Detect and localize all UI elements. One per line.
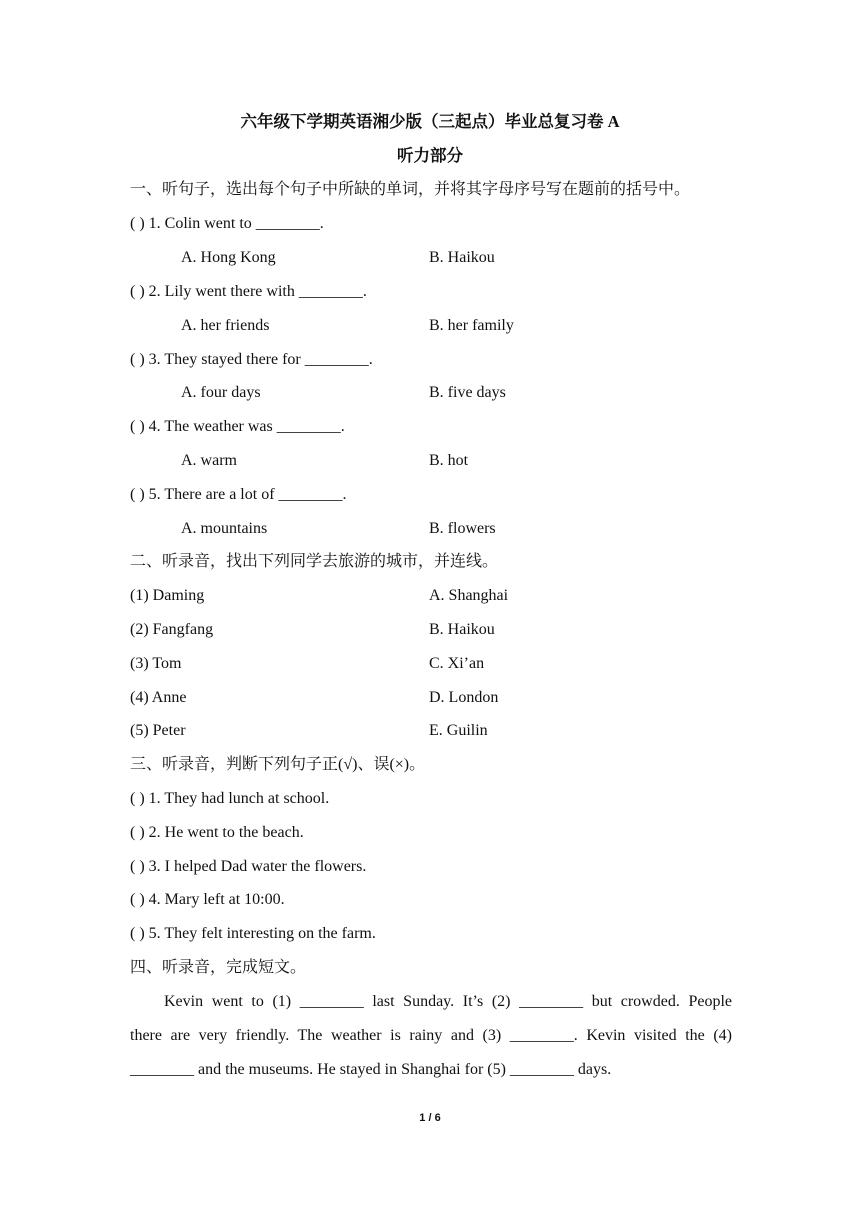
part1-q3-option-a: A. four days	[181, 384, 261, 401]
part1-q5-option-b: B. flowers	[429, 520, 496, 537]
section-subtitle: 听力部分	[397, 146, 463, 165]
part4-heading: 四、听录音，完成短文。	[130, 959, 307, 976]
part3-item-3: ( ) 3. I helped Dad water the flowers.	[130, 858, 367, 875]
part4-passage-line-1: Kevin went to (1) ________ last Sunday. It’s (2) ________ but crowded. People	[164, 993, 732, 1010]
part3-item-5: ( ) 5. They felt interesting on the farm.	[130, 925, 376, 942]
part2-city-a: A. Shanghai	[429, 587, 509, 604]
part1-q2-option-a: A. her friends	[181, 317, 270, 334]
part4-passage-line-3: ________ and the museums. He stayed in Shanghai for (5) ________ days.	[130, 1061, 612, 1078]
part1-question-1: ( ) 1. Colin went to ________.	[130, 215, 324, 232]
part2-student-5: (5) Peter	[130, 722, 186, 739]
part2-student-3: (3) Tom	[130, 655, 182, 672]
part1-q3-option-b: B. five days	[429, 384, 506, 401]
part1-question-4: ( ) 4. The weather was ________.	[130, 418, 345, 435]
part1-heading: 一、听句子，选出每个句子中所缺的单词，并将其字母序号写在题前的括号中。	[130, 181, 691, 198]
part1-q2-option-b: B. her family	[429, 317, 514, 334]
part2-student-4: (4) Anne	[130, 689, 187, 706]
part1-q5-option-a: A. mountains	[181, 520, 268, 537]
part1-q1-option-b: B. Haikou	[429, 249, 495, 266]
part3-heading: 三、听录音，判断下列句子正(√)、误(×)。	[130, 756, 426, 773]
part2-city-d: D. London	[429, 689, 499, 706]
part1-question-2: ( ) 2. Lily went there with ________.	[130, 283, 367, 300]
part3-item-2: ( ) 2. He went to the beach.	[130, 824, 304, 841]
part3-item-1: ( ) 1. They had lunch at school.	[130, 790, 330, 807]
part2-city-b: B. Haikou	[429, 621, 495, 638]
part2-city-e: E. Guilin	[429, 722, 488, 739]
part3-item-4: ( ) 4. Mary left at 10:00.	[130, 891, 285, 908]
part4-passage-line-2: there are very friendly. The weather is rainy and (3) ________. Kevin visited the (4)	[130, 1027, 732, 1044]
part1-q1-option-a: A. Hong Kong	[181, 249, 276, 266]
part1-question-3: ( ) 3. They stayed there for ________.	[130, 351, 373, 368]
part1-q4-option-a: A. warm	[181, 452, 237, 469]
part2-city-c: C. Xi’an	[429, 655, 485, 672]
part1-question-5: ( ) 5. There are a lot of ________.	[130, 486, 347, 503]
part2-student-2: (2) Fangfang	[130, 621, 214, 638]
page-number: 1 / 6	[419, 1112, 441, 1124]
part2-heading: 二、听录音，找出下列同学去旅游的城市，并连线。	[130, 553, 499, 570]
part1-q4-option-b: B. hot	[429, 452, 469, 469]
part2-student-1: (1) Daming	[130, 587, 205, 604]
exam-title: 六年级下学期英语湘少版（三起点）毕业总复习卷 A	[240, 112, 620, 131]
